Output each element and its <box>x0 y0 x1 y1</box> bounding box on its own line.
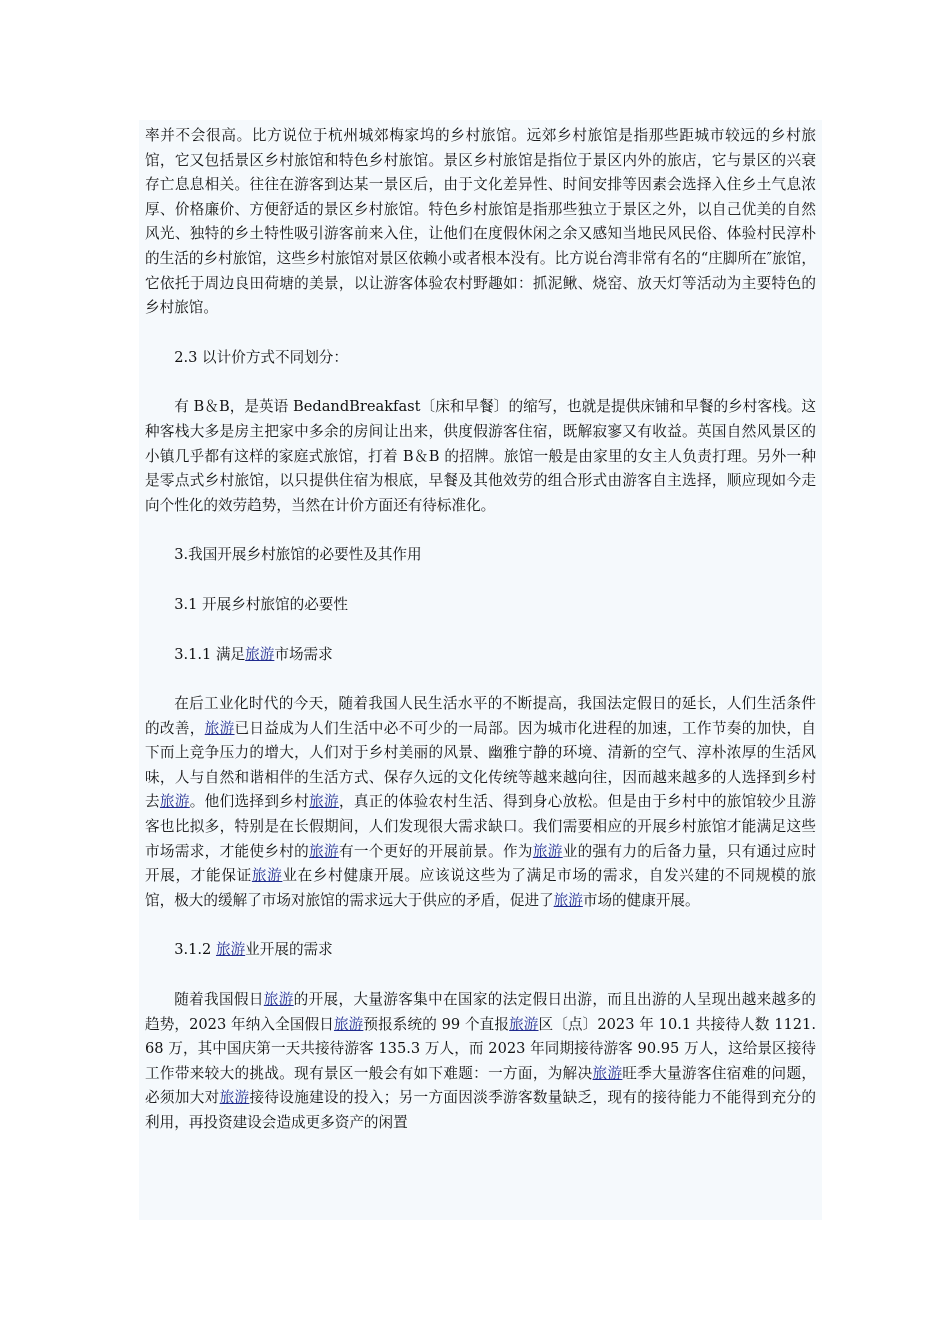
paragraph-8 <box>145 988 816 1136</box>
text-run: 已日益成为人们生活中必不可少的一局部。因为城市化进程的加速，工作节奏的加快，自下而上竞争压力的增大，人们对于乡村美丽的风景、幽雅宁静的环境、清新的空气、淳朴浓厚的生活风味，人与自然和谐相伴的生活方式、保存久远的文化传统等越来越向往，因而越来越多的人选择到乡村去 <box>145 719 816 811</box>
tourism-link[interactable]: 旅游 <box>245 645 275 663</box>
text-run: 有一个更好的开展前景。作为 <box>338 842 533 860</box>
tourism-link[interactable]: 旅游 <box>251 867 283 885</box>
text-run: 业在乡村健康开展。应该说这些为了满足市场的需求，自发兴建的不同规模的旅馆，极大的缓解了市场对旅馆的需求远大于供应的矛盾，促进了 <box>145 867 816 909</box>
tourism-link[interactable]: 旅游 <box>509 1015 539 1033</box>
paragraph-5 <box>145 643 816 668</box>
text-run: 3.我国开展乡村旅馆的必要性及其作用 <box>174 546 422 564</box>
paragraph-4 <box>145 593 816 618</box>
document-body <box>139 120 822 1136</box>
text-run: 3.1 开展乡村旅馆的必要性 <box>174 595 348 613</box>
paragraph-0 <box>145 124 816 321</box>
paragraph-1 <box>145 346 816 371</box>
text-run: 在后工业化时代的今天，随着我国人民生活水平的不断提高，我国法定假日的延长，人们生活条件的改善， <box>145 695 816 737</box>
paragraph-7 <box>145 938 816 963</box>
text-run: 3.1.1 满足 <box>174 645 246 663</box>
text-run: 有 B＆B，是英语 BedandBreakfast〔床和早餐〕的缩写，也就是提供床铺和早餐的乡村客栈。这种客栈大多是房主把家中多余的房间让出来，供度假游客住宿，既解寂寥又有收益。英国自然风景区的小镇几乎都有这样的家庭式旅馆，打着 B＆B 的招牌。旅馆一般是由家里的女主人负责打理。另外一种是零点式乡村旅馆，以只提供住宿为根底，早餐及其他效劳的组合形式由游客自主选择，顺应现如今走向个性化的效劳趋势，当然在计价方面还有待标准化。 <box>145 398 816 514</box>
tourism-link[interactable]: 旅游 <box>309 793 339 811</box>
tourism-link[interactable]: 旅游 <box>309 842 339 860</box>
text-run: 接待设施建设的投入；另一方面因淡季游客数量缺乏，现有的接待能力不能得到充分的利用，再投资建设会造成更多资产的闲置 <box>145 1089 816 1131</box>
text-run: 市场需求 <box>274 645 333 663</box>
text-run: ，真正的体验农村生活、得到身心放松。但是由于乡村中的旅馆较少且游客也比拟多，特别是在长假期间，人们发现很大需求缺口。我们需要相应的开展乡村旅馆才能满足这些市场需求，才能使乡村的 <box>145 793 816 860</box>
tourism-link[interactable]: 旅游 <box>532 842 563 860</box>
tourism-link[interactable]: 旅游 <box>204 719 235 737</box>
text-run: 的开展，大量游客集中在国家的法定假日出游，而且出游的人呈现出越来越多的趋势，2023 年纳入全国假日 <box>145 991 816 1033</box>
text-run: 区〔点〕2023 年 10.1 共接待人数 1121.68 万，其中国庆第一天共接待游客 135.3 万人，而 2023 年同期接待游客 90.95 万人，这给景区接待工作带来较大的挑战。现有景区一般会有如下难题：一方面，为解决 <box>145 1015 816 1082</box>
text-run: 率并不会很高。比方说位于杭州城郊梅家坞的乡村旅馆。远郊乡村旅馆是指那些距城市较远的乡村旅馆，它又包括景区乡村旅馆和特色乡村旅馆。景区乡村旅馆是指位于景区内外的旅店，它与景区的兴衰存亡息息相关。往往在游客到达某一景区后，由于文化差异性、时间安排等因素会选择入住乡土气息浓厚、价格廉价、方便舒适的景区乡村旅馆。特色乡村旅馆是指那些独立于景区之外，以自己优美的自然风光、独特的乡土特性吸引游客前来入住，让他们在度假休闲之余又感知当地民风民俗、体验村民淳朴的生活的乡村旅馆，这些乡村旅馆对景区依赖小或者根本没有。比方说台湾非常有名的“庄脚所在″旅馆，它依托于周边良田荷塘的美景，以让游客体验农村野趣如：抓泥鳅、烧窑、放天灯等活动为主要特色的乡村旅馆。 <box>145 127 816 317</box>
text-run: 预报系统的 99 个直报 <box>363 1015 510 1033</box>
text-run: 。他们选择到乡村 <box>189 793 310 811</box>
text-run: 3.1.2 <box>174 941 216 959</box>
text-run: 旺季大量游客住宿难的问题，必须加大对 <box>145 1064 816 1107</box>
text-run: 业的强有力的后备力量，只有通过应时开展，才能保证 <box>145 842 816 885</box>
tourism-link[interactable]: 旅游 <box>215 941 246 959</box>
text-run: 市场的健康开展。 <box>582 891 700 909</box>
text-run: 2.3 以计价方式不同划分： <box>174 348 348 366</box>
text-run: 业开展的需求 <box>245 941 333 959</box>
tourism-link[interactable]: 旅游 <box>553 891 583 909</box>
paragraph-2 <box>145 395 816 518</box>
tourism-link[interactable]: 旅游 <box>159 793 190 811</box>
tourism-link[interactable]: 旅游 <box>333 1015 364 1033</box>
document-page <box>139 120 822 1220</box>
paragraph-6 <box>145 692 816 913</box>
paragraph-3 <box>145 543 816 568</box>
text-run: 随着我国假日 <box>174 991 264 1009</box>
tourism-link[interactable]: 旅游 <box>592 1064 623 1082</box>
tourism-link[interactable]: 旅游 <box>219 1089 250 1107</box>
tourism-link[interactable]: 旅游 <box>263 991 294 1009</box>
